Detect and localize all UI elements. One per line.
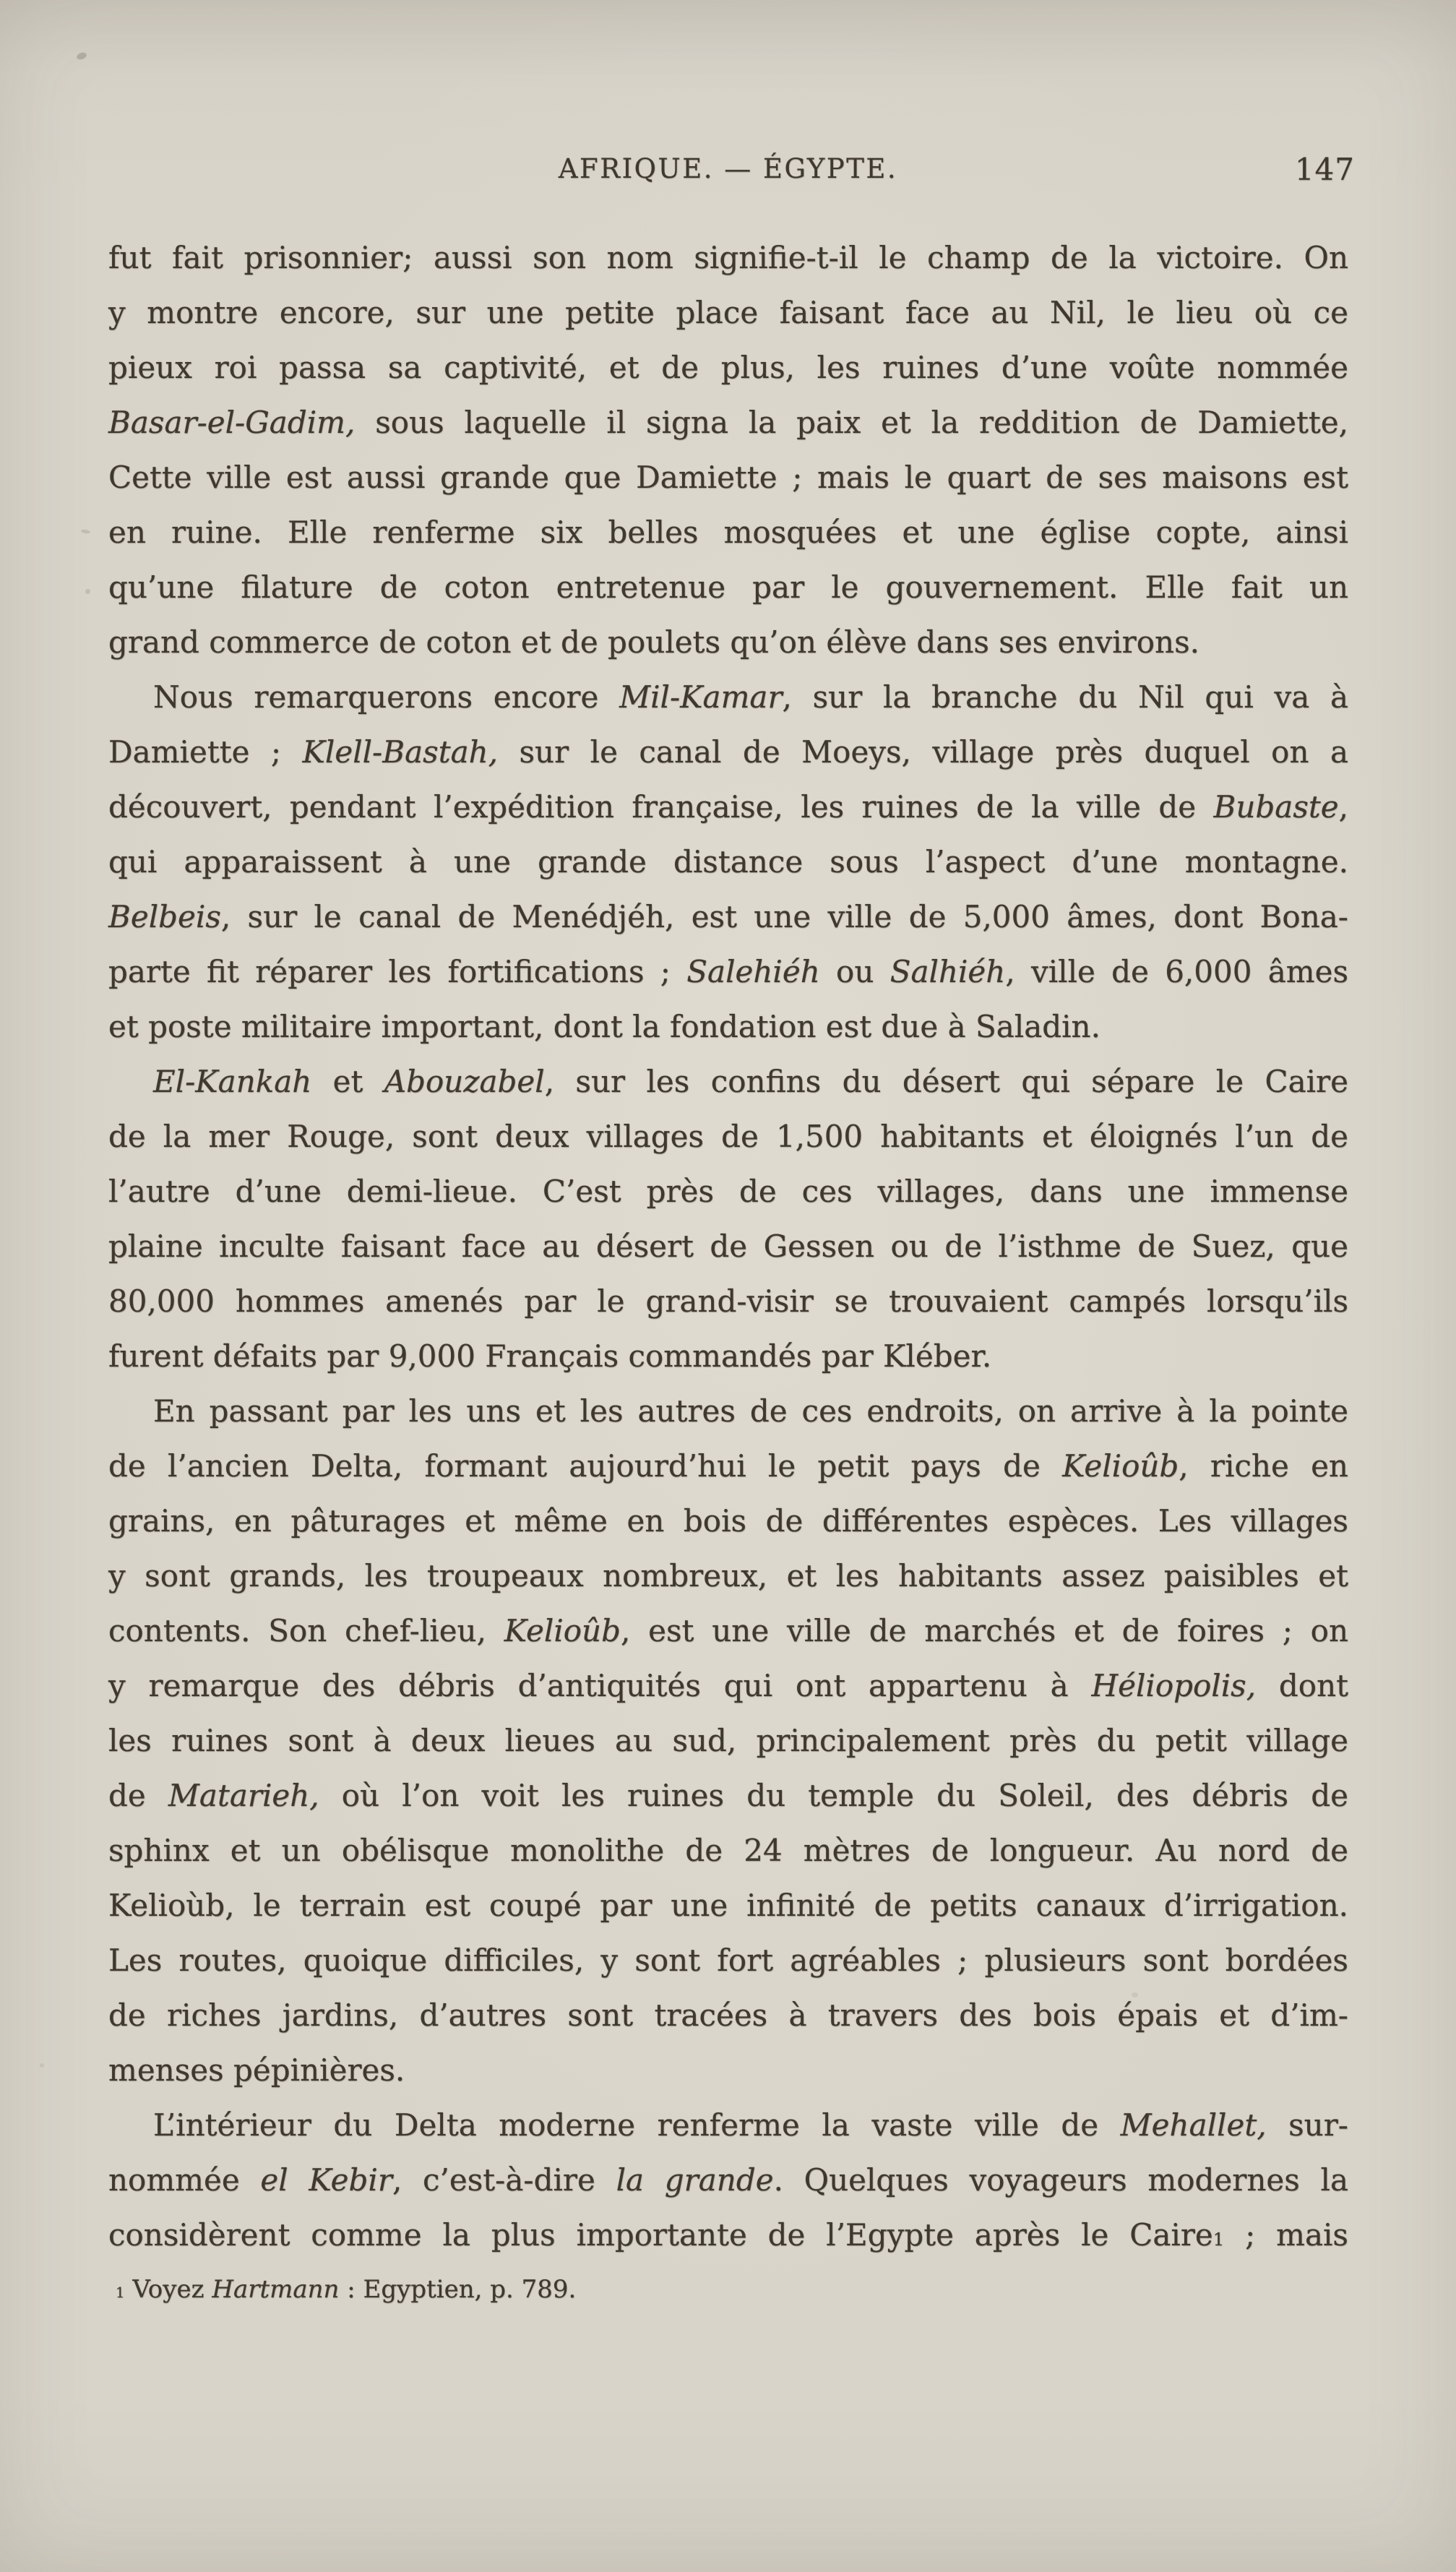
text-line: furent défaits par 9,000 Français commandés par Kléber. — [108, 1338, 992, 1374]
paper-speck — [81, 529, 91, 534]
text-line: grains, en pâturages et même en bois de différentes espèces. Les villages — [108, 1503, 1348, 1539]
text-line: nommée el Kebir, c’est-à-dire la grande. Quelques voyageurs modernes la — [108, 2162, 1348, 2198]
running-head — [0, 153, 1456, 189]
text-line: Les routes, quoique difficiles, y sont fort agréables ; plusieurs sont bordées — [108, 1943, 1348, 1978]
text-line: Belbeis, sur le canal de Menédjéh, est une ville de 5,000 âmes, dont Bona- — [108, 899, 1348, 934]
paper-speck — [1132, 1992, 1138, 1997]
text-line: qu’une filature de coton entretenue par le gouvernement. Elle fait un — [108, 569, 1348, 605]
text-line: Cette ville est aussi grande que Damiette ; mais le quart de ses maisons est — [108, 460, 1348, 495]
text-line: qui apparaissent à une grande distance sous l’aspect d’une montagne. — [108, 844, 1348, 879]
footnote: $^1$ Voyez Hartmann : Egyptien, p. 789. — [116, 2275, 577, 2304]
text-line: contents. Son chef-lieu, Kelioûb, est une ville de marchés et de foires ; on — [108, 1613, 1349, 1648]
text-line: En passant par les uns et les autres de ces endroits, on arrive à la pointe — [153, 1393, 1348, 1429]
paper-speck — [85, 589, 90, 594]
text-line: de l’ancien Delta, formant aujourd’hui le petit pays de Kelioûb, riche en — [108, 1448, 1348, 1484]
text-line: sphinx et un obélisque monolithe de 24 mètres de longueur. Au nord de — [108, 1833, 1348, 1868]
text-line: parte fit réparer les fortifications ; Salehiéh ou Salhiéh, ville de 6,000 âmes — [108, 954, 1349, 989]
text-line: de Matarieh, où l’on voit les ruines du temple du Soleil, des débris de — [108, 1778, 1349, 1813]
text-line: l’autre d’une demi-lieue. C’est près de ces villages, dans une immense — [108, 1174, 1348, 1209]
text-line: Damiette ; Klell-Bastah, sur le canal de Moeys, village près duquel on a — [108, 734, 1348, 770]
paragraph — [108, 1384, 1348, 2098]
paragraph — [108, 1054, 1348, 1384]
text-line: y sont grands, les troupeaux nombreux, et les habitants assez paisibles et — [108, 1558, 1348, 1593]
body-text — [108, 231, 1348, 2263]
text-line: 80,000 hommes amenés par le grand-visir se trouvaient campés lorsqu’ils — [108, 1283, 1348, 1319]
page-title: AFRIQUE. — ÉGYPTE. — [558, 153, 898, 184]
page-number: 147 — [1294, 152, 1355, 187]
paragraph — [108, 670, 1348, 1054]
text-line: fut fait prisonnier; aussi son nom signifie-t-il le champ de la victoire. On — [108, 240, 1348, 275]
text-line: Basar-el-Gadim, sous laquelle il signa la paix et la reddition de Damiette, — [108, 405, 1348, 440]
text-line: plaine inculte faisant face au désert de Gessen ou de l’isthme de Suez, que — [108, 1229, 1348, 1264]
text-line: les ruines sont à deux lieues au sud, principalement près du petit village — [108, 1723, 1348, 1758]
text-line: de riches jardins, d’autres sont tracées à travers des bois épais et d’im- — [108, 1997, 1348, 2033]
text-line: y remarque des débris d’antiquités qui ont appartenu à Héliopolis, dont — [108, 1668, 1349, 1703]
paper-speck — [40, 2063, 44, 2068]
text-line: El-Kankah et Abouzabel, sur les confins du désert qui sépare le Caire — [153, 1064, 1348, 1099]
paragraph — [108, 2098, 1348, 2263]
text-line: considèrent comme la plus importante de l’Egypte après le Caire$^1$ ; mais — [108, 2217, 1348, 2253]
paper-speck — [76, 51, 87, 61]
text-line: découvert, pendant l’expédition française, les ruines de la ville de Bubaste, — [108, 789, 1348, 825]
text-line: pieux roi passa sa captivité, et de plus, les ruines d’une voûte nommée — [108, 350, 1348, 385]
text-line: menses pépinières. — [108, 2052, 405, 2088]
text-line: Kelioùb, le terrain est coupé par une infinité de petits canaux d’irrigation. — [108, 1888, 1348, 1923]
text-line: grand commerce de coton et de poulets qu’on élève dans ses environs. — [108, 624, 1199, 660]
text-line: Nous remarquerons encore Mil-Kamar, sur la branche du Nil qui va à — [153, 679, 1348, 715]
text-line: et poste militaire important, dont la fondation est due à Saladin. — [108, 1009, 1100, 1044]
text-line: L’intérieur du Delta moderne renferme la vaste ville de Mehallet, sur- — [153, 2107, 1348, 2143]
text-line: de la mer Rouge, sont deux villages de 1,500 habitants et éloignés l’un de — [108, 1119, 1348, 1154]
text-line: en ruine. Elle renferme six belles mosquées et une église copte, ainsi — [108, 515, 1348, 550]
paragraph — [108, 231, 1348, 670]
text-line: y montre encore, sur une petite place faisant face au Nil, le lieu où ce — [108, 295, 1348, 330]
